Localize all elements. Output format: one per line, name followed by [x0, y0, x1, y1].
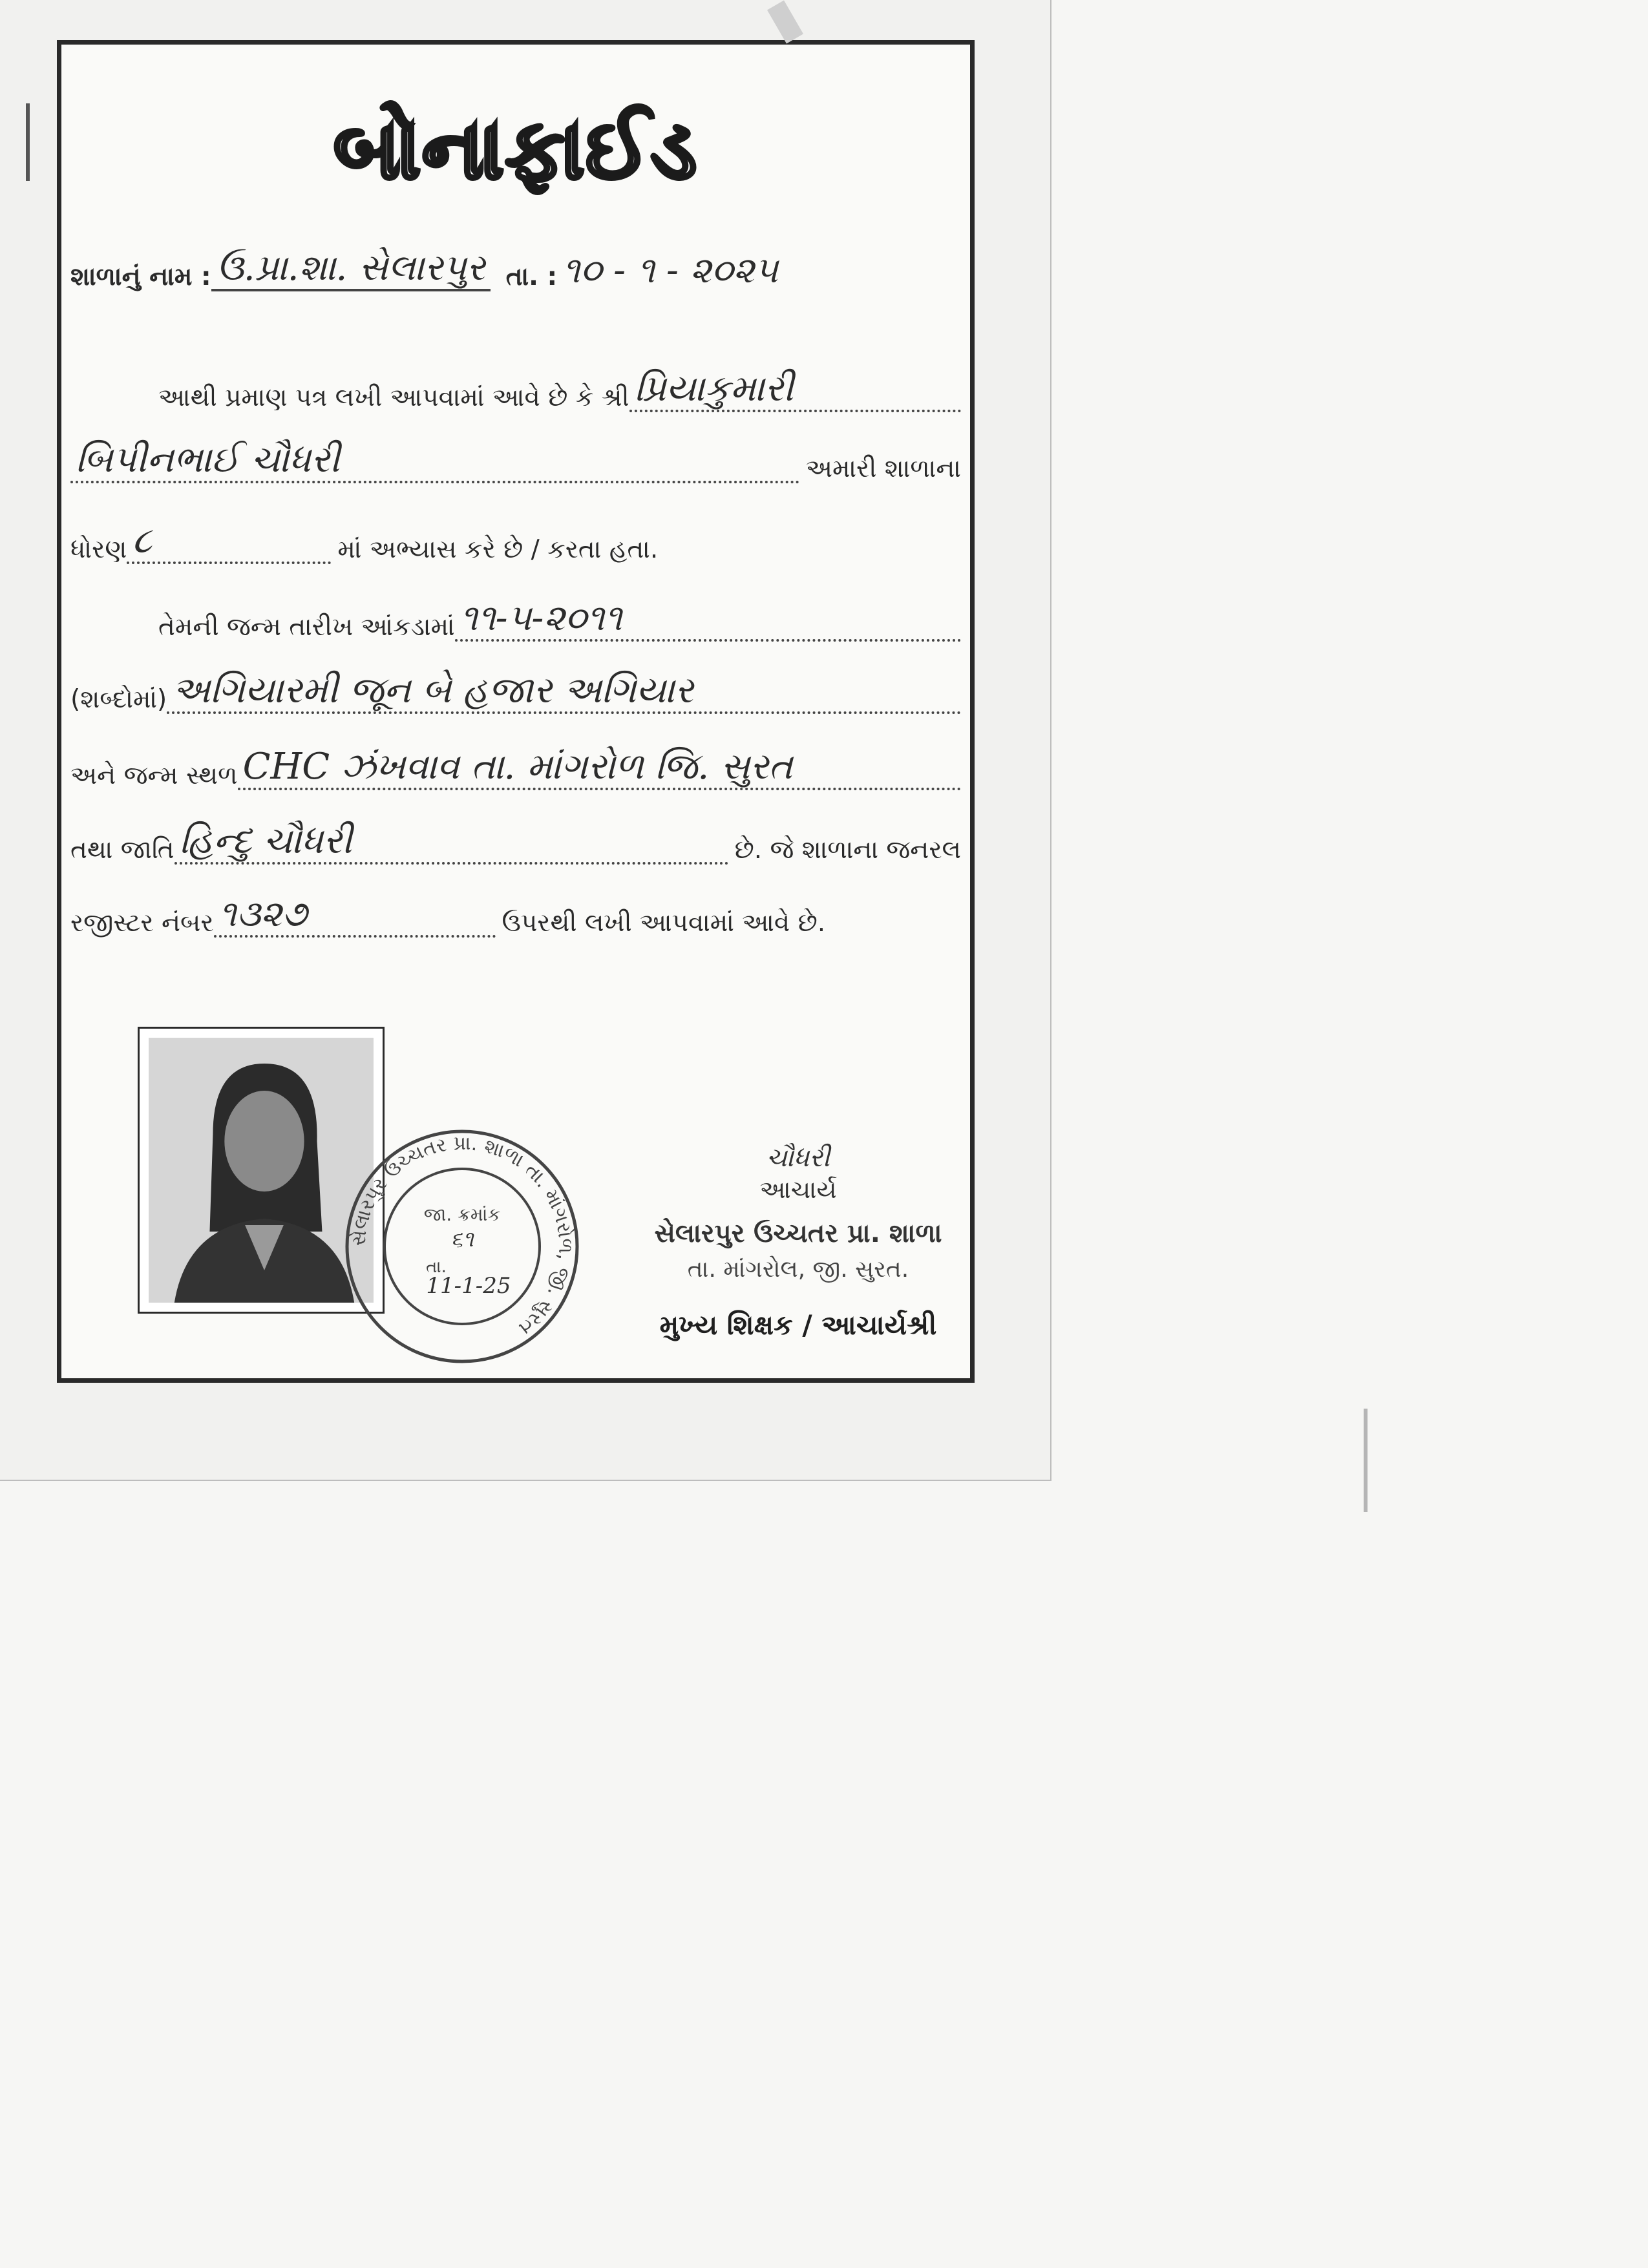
- dob-words-value: અગિયારમી જૂન બે હજાર અગિયાર: [167, 673, 961, 714]
- certificate-title: બોનાફાઈડ: [333, 101, 698, 198]
- dob-words-row: [70, 669, 961, 714]
- school-name-row: [70, 247, 961, 291]
- our-school-label: અમારી શાળાના: [805, 454, 961, 483]
- caste-label: તથા જાતિ: [70, 835, 174, 865]
- bonafide-certificate-card: [57, 40, 975, 1383]
- headmaster-label: મુખ્ય શિક્ષક / આચાર્યશ્રી: [659, 1309, 937, 1341]
- std-label: ધોરણ: [70, 535, 127, 564]
- std-value: ૮: [127, 523, 331, 564]
- register-label: રજીસ્ટર નંબર: [70, 908, 214, 938]
- designation: આચાર્ય: [759, 1175, 837, 1204]
- register-row: [70, 893, 961, 938]
- dob-digits-row: [158, 597, 961, 642]
- studying-label: માં અભ્યાસ કરે છે / કરતા હતા.: [337, 535, 659, 564]
- dob-digits-label: તેમની જન્મ તારીખ આંકડામાં: [158, 613, 455, 642]
- birthplace-label: અને જન્મ સ્થળ: [70, 761, 238, 790]
- dob-words-label: (શબ્દોમાં): [70, 685, 167, 714]
- signature-block: [630, 1143, 966, 1341]
- caste-value: હિન્દુ ચૌધરી: [174, 823, 728, 865]
- birthplace-row: [70, 746, 961, 790]
- student-rest-name: બિપીનભાઈ ચૌધરી: [70, 442, 799, 483]
- date-label: તા. :: [505, 262, 558, 291]
- round-seal-icon: [339, 1124, 585, 1369]
- scan-artifact: [26, 103, 30, 181]
- register-value: ૧૩૨૭: [214, 896, 496, 938]
- school-round-stamp: [339, 1124, 585, 1369]
- stamp-date-value: 11-1-25: [426, 1273, 511, 1299]
- school-name-value: ઉ.પ્રા.શા. સેલારપુર: [211, 250, 491, 291]
- stamp-ring-text: સેલારપુર ઉચ્ચતર પ્રા. શાળા તા. માંગરોળ, જી. સુરત: [347, 1131, 577, 1340]
- intro-row: [158, 368, 961, 412]
- date-value: ૧૦ - ૧ - ૨૦૨૫: [562, 249, 779, 291]
- school-name-stamp: સેલારપુર ઉચ્ચતર પ્રા. શાળા: [654, 1219, 942, 1248]
- scanned-sheet: [0, 0, 1051, 1481]
- scan-artifact: [1364, 1409, 1368, 1512]
- dob-digits-value: ૧૧-૫-૨૦૧૧: [455, 600, 961, 642]
- issued-label: ઉપરથી લખી આપવામાં આવે છે.: [502, 908, 826, 938]
- student-first-name: પ્રિયાકુમારી: [629, 371, 961, 412]
- general-register-label: છે. જે શાળાના જનરલ: [734, 835, 961, 865]
- school-place: તા. માંગરોલ, જી. સુરત.: [687, 1256, 909, 1283]
- school-label: શાળાનું નામ :: [70, 262, 211, 291]
- principal-signature: ચૌધરી: [766, 1143, 830, 1173]
- intro-label: આથી પ્રમાણ પત્ર લખી આપવામાં આવે છે કે શ્રી: [158, 383, 629, 412]
- stamp-number-label: જા. ક્રમાંક: [423, 1204, 501, 1225]
- stamp-number-value: ૬૧: [450, 1226, 474, 1252]
- caste-row: [70, 820, 961, 865]
- name-row: [70, 439, 961, 483]
- stamp-date-label: તા.: [426, 1257, 447, 1277]
- standard-row: [70, 520, 961, 564]
- birthplace-value: CHC ઝંખવાવ તા. માંગરોળ જિ. સુરત: [238, 749, 961, 790]
